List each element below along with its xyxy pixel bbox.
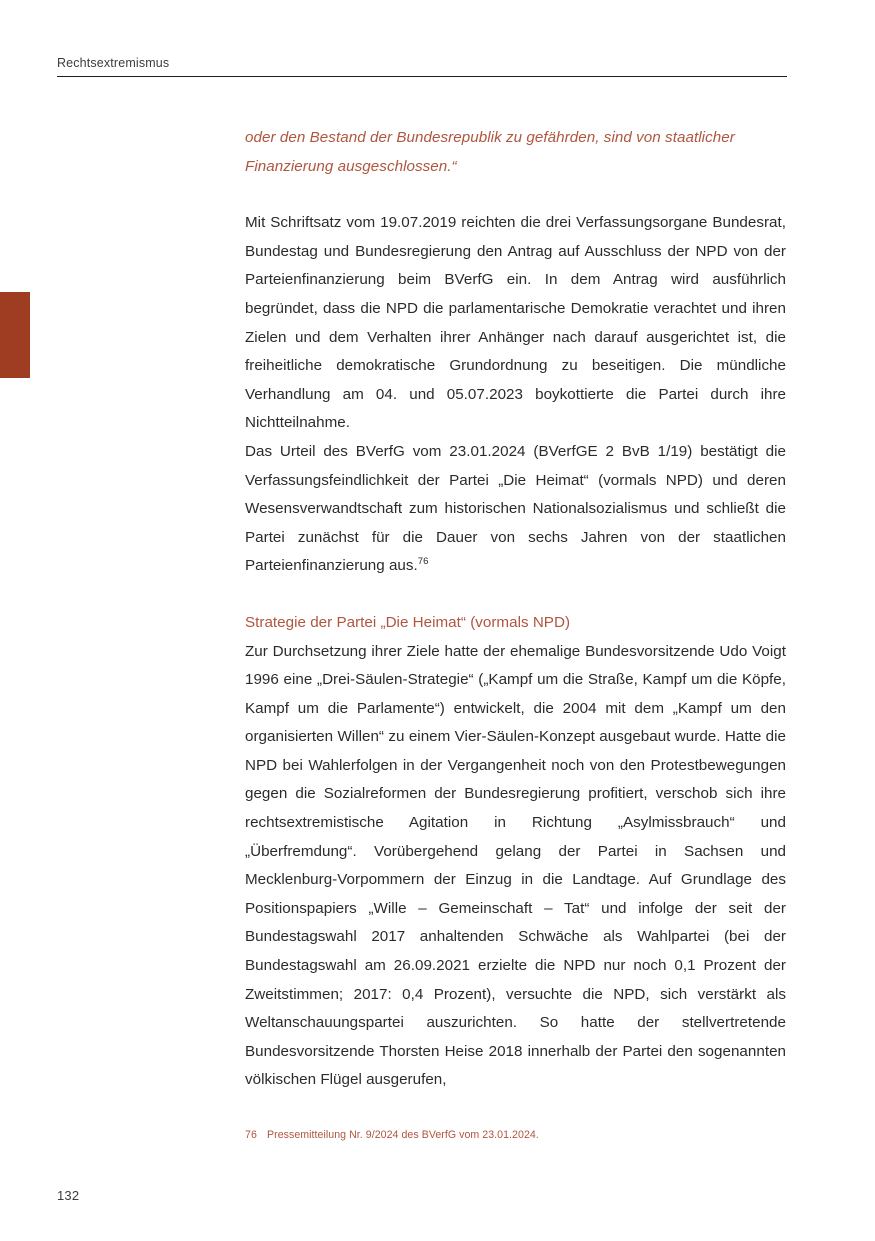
footnote-number: 76 (245, 1129, 257, 1141)
running-header (57, 55, 787, 77)
chapter-edge-tab-marker (0, 292, 30, 378)
subheading-strategie-der-partei: Strategie der Partei „Die Heimat“ (vormals NPD) (245, 613, 571, 631)
footnote-area (245, 1128, 786, 1143)
paragraph-antrag-verfassungsorgane: Mit Schriftsatz vom 19.07.2019 reichten die drei Verfassungsorgane Bundesrat, Bundestag und Bundesregierung den Antrag auf Ausschluss der NPD von der Parteienfinanzierung beim BVerfG ein. In dem Antrag wird ausführlich begründet, dass die NPD die parlamentarische Demokratie verachtet und ihren Zielen und dem Verhalten ihrer Anhänger nach darauf ausgerichtet ist, die freiheitliche demokratische Grundordnung zu beseitigen. Die mündliche Verhandlung am 04. und 05.07.2023 boykottierte die Partei durch ihre Nichtteilnahme. (245, 214, 786, 432)
paragraph-spacer (245, 581, 786, 609)
page-number: 132 (57, 1188, 80, 1203)
paragraph-urteil-text: Das Urteil des BVerfG vom 23.01.2024 (BVerfGE 2 BvB 1/19) bestätigt die Verfassungsfeindlichkeit der Partei „Die Heimat“ (vormals NPD) und deren Wesensverwandtschaft zum historischen Nationalsozialismus und schließt die Partei zunächst für die Dauer von sechs Jahren von der staatlichen Parteienfinanzierung aus. (245, 442, 786, 575)
paragraph-spacer (245, 181, 786, 209)
footnote-text: Pressemitteilung Nr. 9/2024 des BVerfG vom 23.01.2024. (267, 1129, 539, 1141)
footnote-reference-76[interactable]: 76 (417, 556, 429, 568)
paragraph-urteil-bverfg (245, 438, 786, 581)
paragraph-strategie-body: Zur Durchsetzung ihrer Ziele hatte der ehemalige Bundesvorsitzende Udo Voigt 1996 eine „Drei-Säulen-Strategie“ („Kampf um die Straße, Kampf um die Köpfe, Kampf um die Parlamente“) entwickelt, die 2004 mit dem „Kampf um den organisierten Willen“ zu einem Vier-Säulen-Konzept ausgebaut wurde. Hatte die NPD bei Wahlerfolgen in der Vergangenheit noch von den Protestbewegungen gegen die Sozialreformen der Bundesregierung profitiert, verschob sich ihre rechtsextremistische Agitation in Richtung „Asylmissbrauch“ und „Überfremdung“. Vorübergehend gelang der Partei in Sachsen und Mecklenburg-Vorpommern der Einzug in die Landtage. Auf Grundlage des Positionspapiers „Wille – Gemeinschaft – Tat“ und infolge der seit der Bundestagswahl 2017 anhaltenden Schwäche als Wahlpartei (bei der Bundestagswahl am 26.09.2021 erzielte die NPD nur noch 0,1 Prozent der Zweitstimmen; 2017: 0,4 Prozent), versuchte die NPD, sich verstärkt als Weltanschauungspartei auszurichten. So hatte der stellvertretende Bundesvorsitzende Thorsten Heise 2018 innerhalb der Partei den sogenannten völkischen Flügel ausgerufen, (245, 642, 786, 1089)
blockquote-continuation: oder den Bestand der Bundesrepublik zu gefährden, sind von staatlicher Finanzierung ausgeschlossen.“ (245, 129, 735, 175)
footnote-item (245, 1128, 786, 1143)
text-column (245, 124, 786, 1095)
running-header-text: Rechtsextremismus (57, 56, 170, 70)
header-divider-rule (57, 76, 787, 77)
